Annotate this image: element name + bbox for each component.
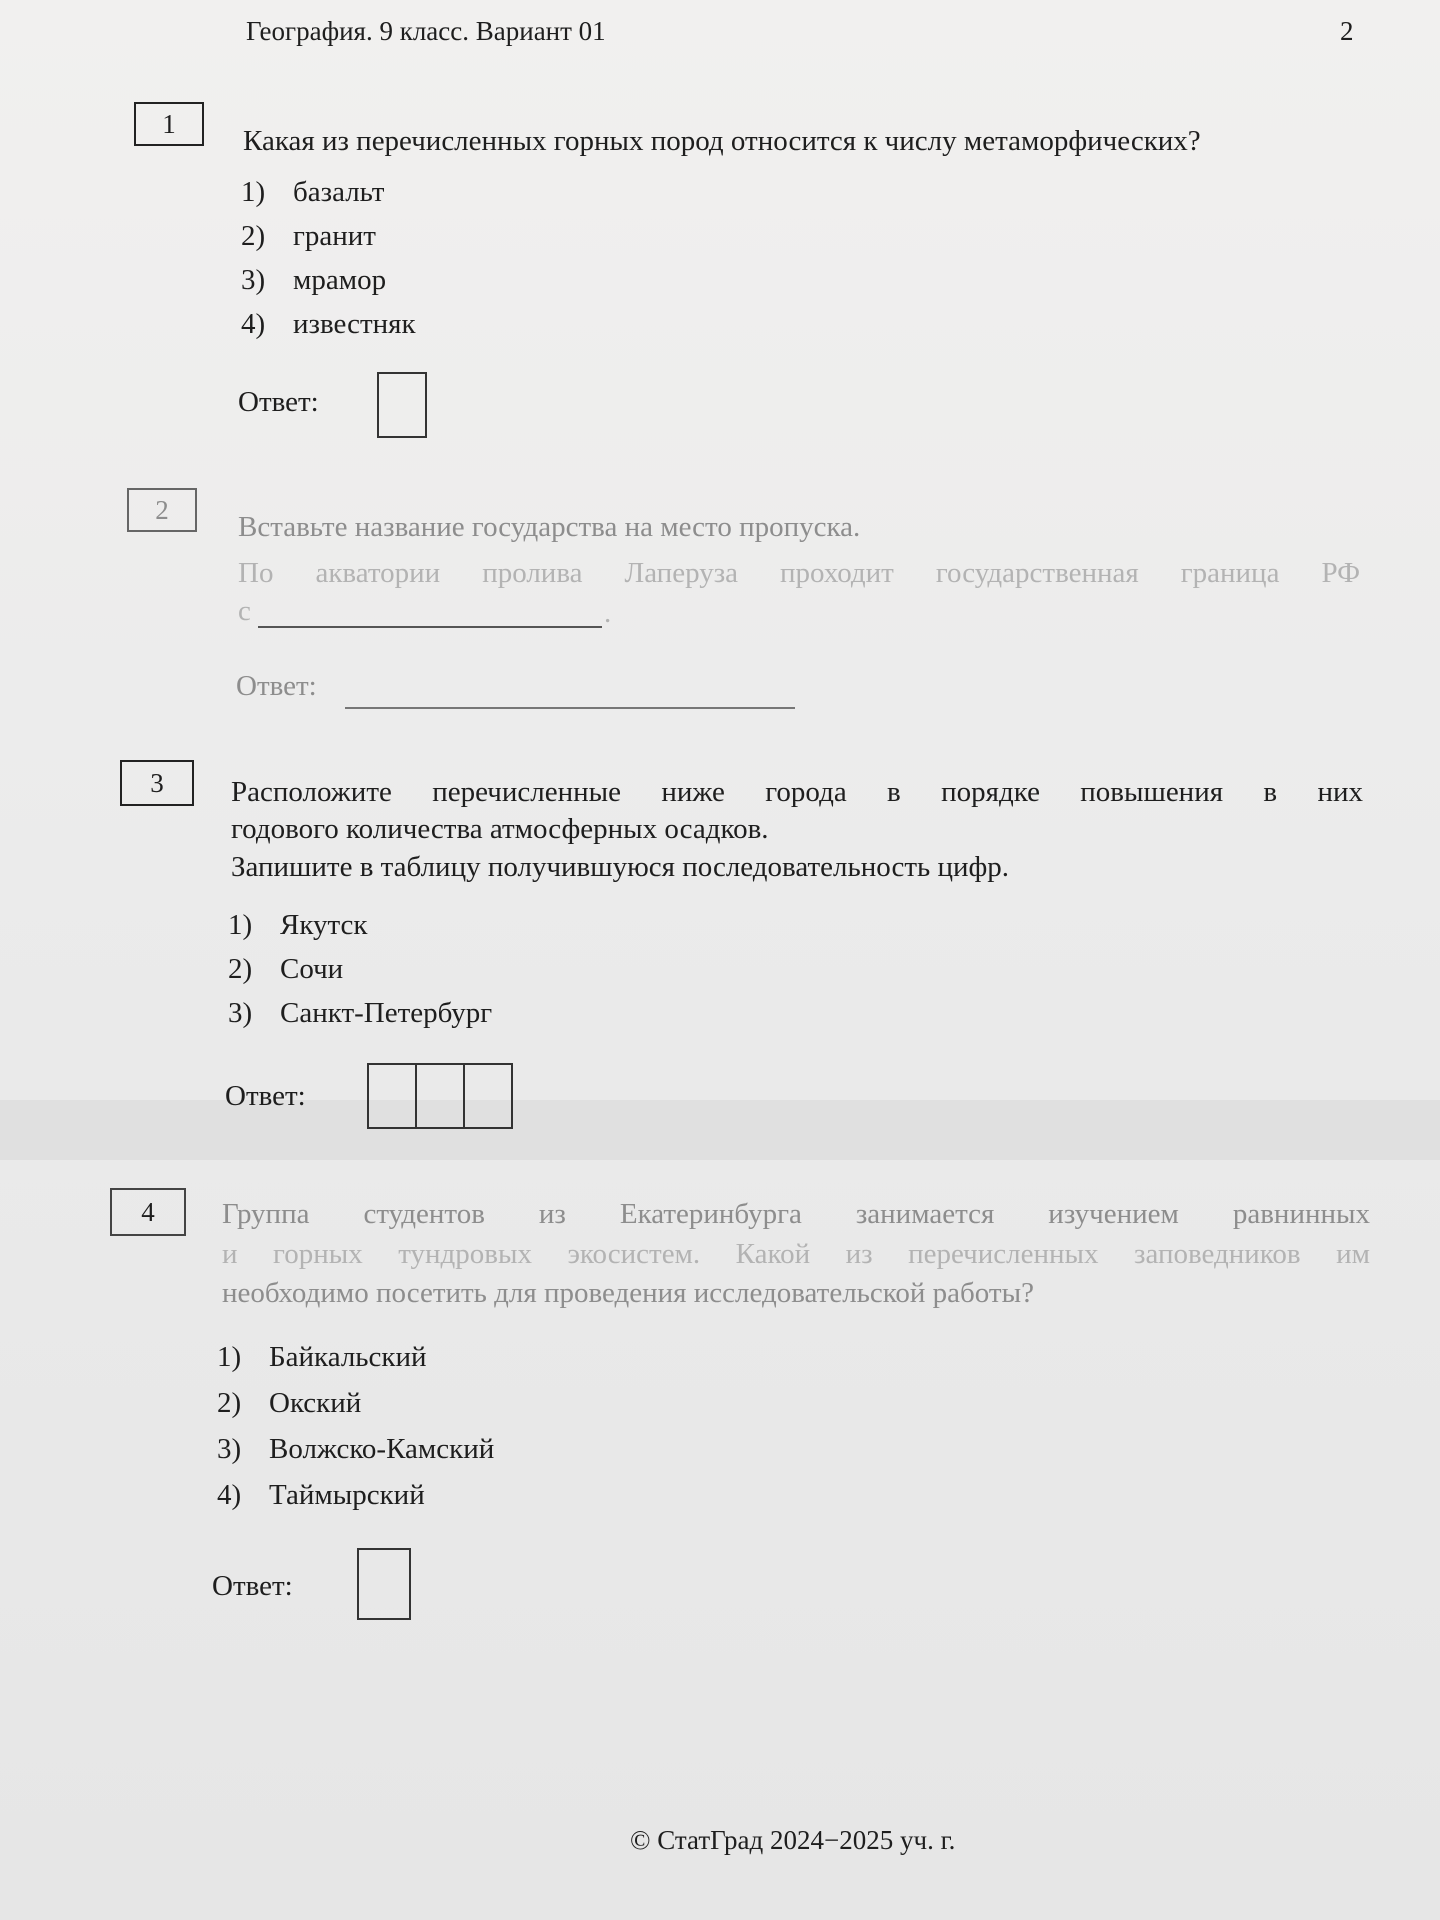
option-item: 4) известняк: [241, 308, 416, 340]
task-number: 2: [155, 494, 169, 525]
answer-label: Ответ:: [225, 1080, 306, 1112]
answer-line[interactable]: [345, 707, 795, 709]
option-item: 3) мрамор: [241, 264, 387, 296]
task-number-box: [110, 1188, 186, 1236]
answer-label: Ответ:: [236, 670, 317, 702]
task-question-line: Расположите перечисленные ниже города в порядке повышения в них: [231, 776, 1363, 808]
task-number: 4: [141, 1196, 155, 1227]
task-question-line: годового количества атмосферных осадков.: [231, 813, 769, 845]
task-sentence-start: с: [238, 595, 251, 627]
task-question-line: и горных тундровых экосистем. Какой из перечисленных заповедников им: [222, 1238, 1370, 1270]
copyright-footer: © СтатГрад 2024−2025 уч. г.: [630, 1825, 956, 1855]
answer-cell[interactable]: [357, 1548, 411, 1620]
answer-label: Ответ:: [212, 1570, 293, 1602]
options-list: [217, 1334, 494, 1518]
fill-in-blank: [258, 626, 602, 628]
options-list: [241, 170, 416, 346]
option-item: 1) Байкальский: [217, 1341, 427, 1373]
task-question-line: необходимо посетить для проведения исследовательской работы?: [222, 1277, 1034, 1309]
option-item: 3) Волжско-Камский: [217, 1433, 495, 1465]
option-item: 1) базальт: [241, 176, 385, 208]
answer-cell[interactable]: [377, 372, 427, 438]
task-number-box: [134, 102, 204, 146]
answer-cell[interactable]: [367, 1063, 417, 1129]
task-sentence-end: .: [604, 597, 612, 629]
task-number: 3: [150, 767, 164, 798]
task-sentence: По акватории пролива Лаперуза проходит государственная граница РФ: [238, 557, 1360, 589]
option-item: 2) гранит: [241, 220, 376, 252]
options-list: [228, 903, 492, 1035]
task-question: Вставьте название государства на место пропуска.: [238, 511, 861, 543]
option-item: 1) Якутск: [228, 909, 368, 941]
task-question: Какая из перечисленных горных пород относится к числу метаморфических?: [243, 125, 1201, 157]
task-number-box: [120, 760, 194, 806]
answer-cell[interactable]: [415, 1063, 465, 1129]
answer-label: Ответ:: [238, 386, 319, 418]
option-item: 2) Окский: [217, 1387, 362, 1419]
page-header-title: География. 9 класс. Вариант 01: [246, 16, 606, 46]
task-number: 1: [162, 108, 176, 139]
option-item: 4) Таймырский: [217, 1479, 425, 1511]
task-question-line: Запишите в таблицу получившуюся последовательность цифр.: [231, 851, 1010, 883]
option-item: 2) Сочи: [228, 953, 344, 985]
answer-cells: [367, 1063, 511, 1129]
task-question-line: Группа студентов из Екатеринбурга занимается изучением равнинных: [222, 1198, 1370, 1230]
page-number: 2: [1340, 16, 1354, 46]
print-smudge: [0, 1100, 1440, 1160]
answer-cell[interactable]: [463, 1063, 513, 1129]
task-number-box: [127, 488, 197, 532]
option-item: 3) Санкт-Петербург: [228, 997, 493, 1029]
